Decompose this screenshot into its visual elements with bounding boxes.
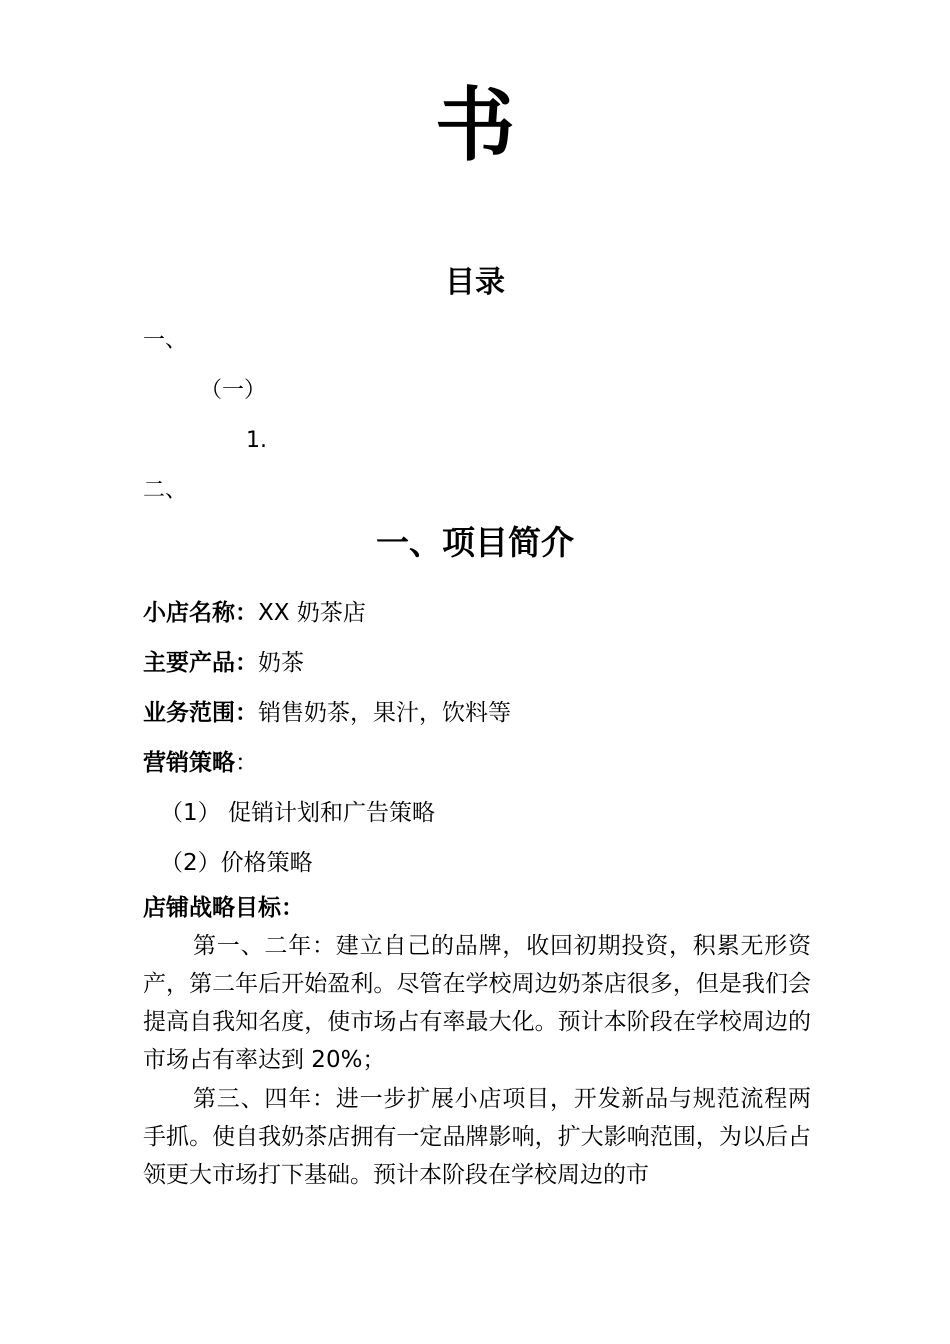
toc-entry: 二、 <box>143 478 188 503</box>
goal-paragraph: 第三、四年：进一步扩展小店项目，开发新品与规范流程两手抓。使自我奶茶店拥有一定品牌影响，扩大影响范围，为以后占领更大市场打下基础。预计本阶段在学校周边的市 <box>143 1086 811 1188</box>
cover-title-fragment: 书 <box>435 79 515 172</box>
strategy-item: （1） 促销计划和广告策略 <box>160 800 435 826</box>
field-shop-name <box>143 597 366 629</box>
section-heading: 一、项目简介 <box>376 523 574 562</box>
goals-heading: 店铺战略目标： <box>143 895 304 921</box>
field-marketing-strategy <box>143 747 258 779</box>
field-value: XX 奶茶店 <box>258 600 366 626</box>
toc-entry: 一、 <box>143 328 188 353</box>
field-value: ： <box>235 750 258 776</box>
field-main-product <box>143 647 304 679</box>
strategy-item: （2）价格策略 <box>160 850 313 876</box>
toc-heading: 目录 <box>445 265 505 300</box>
field-value: 奶茶 <box>258 650 304 676</box>
field-label: 小店名称： <box>143 600 258 626</box>
toc-entry: （一） <box>200 378 267 403</box>
goal-paragraph: 第一、二年：建立自己的品牌，收回初期投资，积累无形资产，第二年后开始盈利。尽管在学校周边奶茶店很多，但是我们会提高自我知名度，使市场占有率最大化。预计本阶段在学校周边的市场占有率达到 20%； <box>143 933 811 1073</box>
field-label: 主要产品： <box>143 650 258 676</box>
field-label: 营销策略 <box>143 750 235 776</box>
toc-entry: 1. <box>246 428 267 453</box>
field-business-scope <box>143 697 511 729</box>
field-label: 业务范围： <box>143 700 258 726</box>
field-value: 销售奶茶，果汁，饮料等 <box>258 700 511 726</box>
